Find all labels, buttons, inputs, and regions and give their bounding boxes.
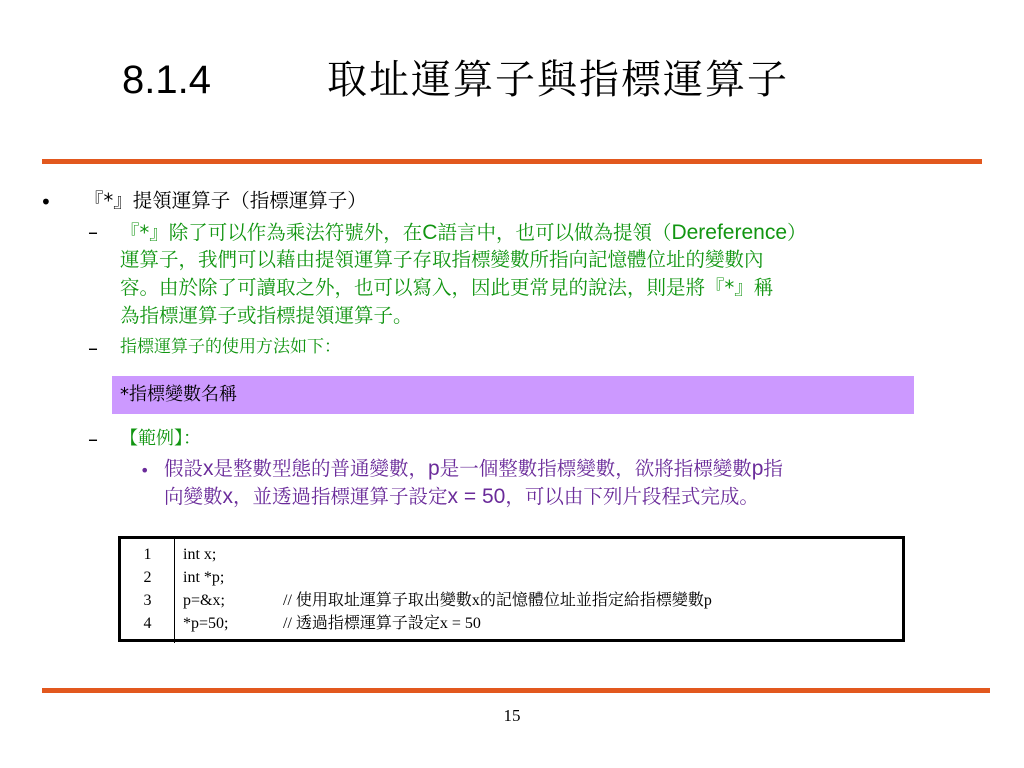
code-statement: *p=50;	[183, 615, 229, 632]
code-box	[118, 536, 905, 642]
code-line	[183, 543, 902, 566]
code-line-number: 1	[143, 546, 152, 563]
dash-marker-1: –	[88, 220, 98, 244]
section-title: 取址運算子與指標運算子	[327, 57, 789, 103]
text-segment: 假設	[164, 457, 204, 480]
code-line-number: 4	[143, 615, 152, 632]
code-statement: int x;	[183, 546, 217, 563]
text-segment: 『*』除了可以作為乘法符號外，在	[120, 221, 423, 244]
code-line-number: 2	[143, 569, 152, 586]
code-line	[183, 589, 902, 612]
text-segment: 是一個整數指標變數，欲將指標變數	[439, 457, 752, 480]
bullet-dot: •	[40, 190, 52, 214]
text-segment-x: x	[203, 457, 214, 480]
text-segment-c: C	[422, 221, 438, 244]
text-segment-p: p	[751, 457, 764, 480]
dash-2-text: 指標運算子的使用方法如下：	[120, 337, 341, 357]
text-segment-x-eq-50: x = 50	[447, 485, 506, 508]
example-line-2	[164, 484, 759, 509]
dash-1-line-3: 容。由於除了可讀取之外，也可以寫入，因此更常見的說法，則是將『*』稱	[120, 276, 774, 299]
dash-1-line-4: 為指標運算子或指標提領運算子。	[120, 304, 413, 327]
code-comment: // 使用取址運算子取出變數x的記憶體位址並指定給指標變數p	[283, 592, 712, 609]
text-segment: ，並透過指標運算子設定	[233, 485, 448, 508]
dash-1-line-1	[120, 220, 807, 245]
dash-marker-3: –	[88, 427, 98, 451]
example-line-1	[164, 456, 783, 481]
code-lines	[183, 539, 902, 635]
text-segment: 指	[763, 457, 783, 480]
text-segment: 向變數	[164, 485, 223, 508]
text-segment: 語言中，也可以做為提領（	[437, 221, 672, 244]
code-statement: p=&x;	[183, 592, 225, 609]
text-segment-x: x	[222, 485, 234, 508]
bottom-divider	[42, 688, 990, 693]
slide-title	[122, 50, 789, 110]
code-line	[183, 566, 902, 589]
text-segment: 是整數型態的普通變數，	[213, 457, 429, 480]
text-segment: ，可以由下列片段程式完成。	[505, 485, 759, 508]
section-number: 8.1.4	[122, 58, 211, 102]
code-line-numbers	[121, 539, 175, 643]
dash-marker-2: –	[88, 336, 98, 360]
text-segment-dereference: Dereference	[671, 221, 788, 244]
dash-3-text: 【範例】：	[120, 428, 201, 449]
code-comment: // 透過指標運算子設定x = 50	[283, 615, 481, 632]
code-line	[183, 612, 902, 635]
code-statement: int *p;	[183, 569, 225, 586]
syntax-box: *指標變數名稱	[112, 376, 914, 414]
text-segment: ）	[787, 221, 807, 244]
top-divider	[42, 159, 982, 164]
page-number: 15	[503, 706, 521, 725]
bullet-text-dereference: 『*』提領運算子（指標運算子）	[84, 189, 367, 212]
code-line-number: 3	[143, 592, 152, 609]
sub-bullet-dot: •	[140, 461, 150, 480]
dash-1-line-2: 運算子，我們可以藉由提領運算子存取指標變數所指向記憶體位址的變數內	[120, 248, 764, 271]
text-segment-p: p	[428, 457, 440, 480]
